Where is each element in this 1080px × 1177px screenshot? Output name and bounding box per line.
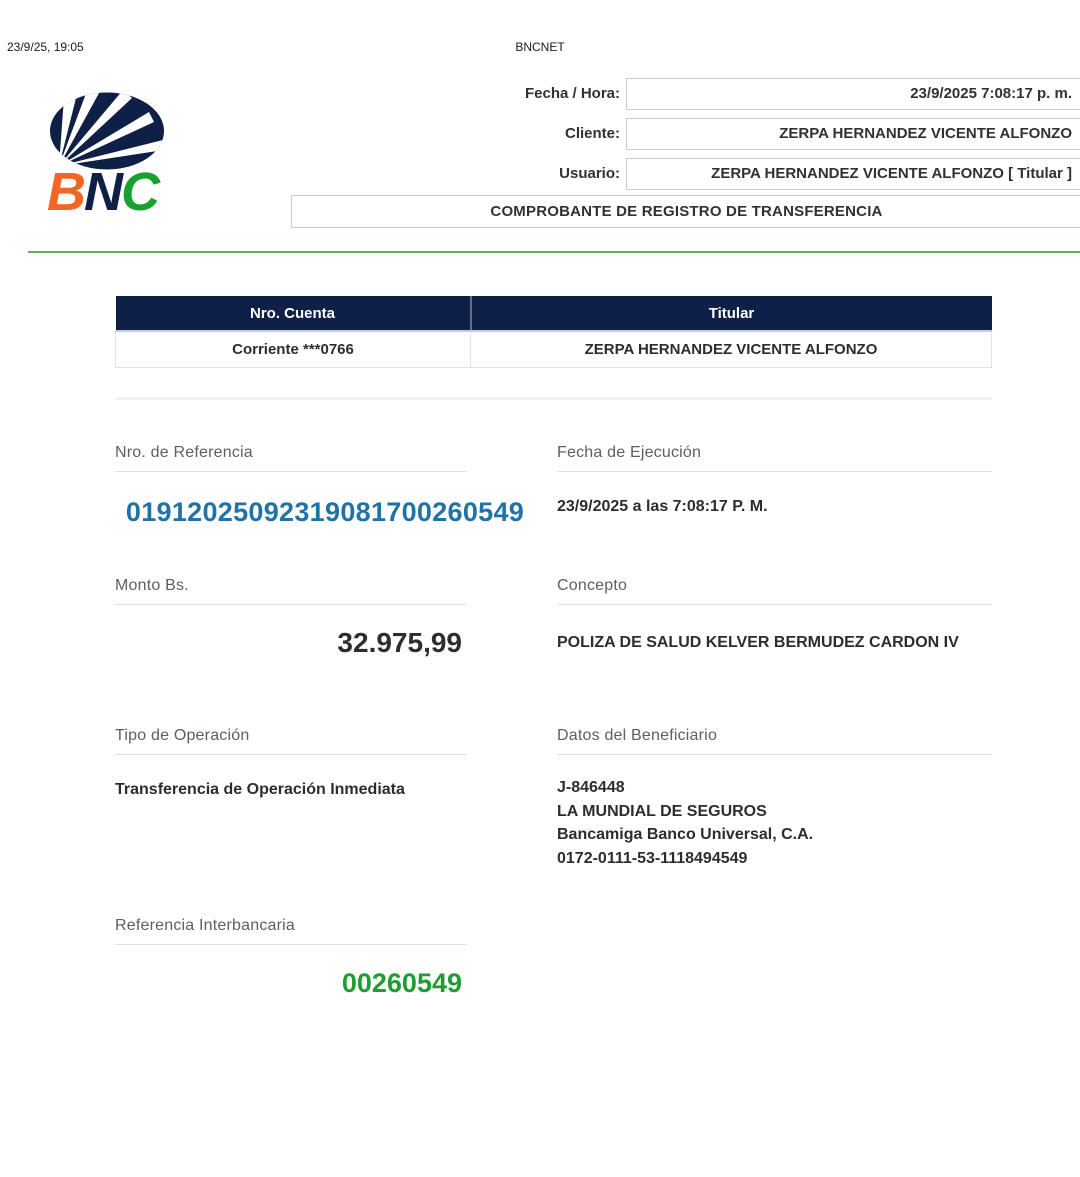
account-number-cell: Corriente ***0766 [116, 331, 471, 368]
bnc-logo-icon [45, 84, 173, 218]
field-row-cliente [450, 118, 1080, 150]
bnc-logo [45, 84, 173, 218]
beneficiary-name: LA MUNDIAL DE SEGUROS [557, 802, 767, 820]
account-table-row [116, 331, 992, 368]
green-divider [28, 251, 1080, 253]
usuario-value: ZERPA HERNANDEZ VICENTE ALFONZO [ Titular ] [626, 158, 1080, 190]
fecha-hora-label: Fecha / Hora: [524, 85, 620, 102]
fecha-hora-value: 23/9/2025 7:08:17 p. m. [626, 78, 1080, 110]
account-holder-cell: ZERPA HERNANDEZ VICENTE ALFONZO [471, 331, 992, 368]
interbank-reference-label: Referencia Interbancaria [115, 917, 467, 945]
concept-label: Concepto [557, 577, 992, 605]
beneficiary-details [557, 776, 813, 870]
reference-label: Nro. de Referencia [115, 444, 467, 472]
field-row-fecha-hora [450, 78, 1080, 110]
print-timestamp: 23/9/25, 19:05 [7, 40, 84, 54]
holder-column-header: Titular [471, 296, 992, 331]
logo-text: BNC [47, 162, 158, 218]
account-table-header-row [116, 296, 992, 331]
print-page-title: BNCNET [515, 40, 565, 54]
header-fields [450, 78, 1080, 198]
amount-label: Monto Bs. [115, 577, 467, 605]
beneficiary-account: 0172-0111-53-1118494549 [557, 849, 748, 867]
beneficiary-bank: Bancamiga Banco Universal, C.A. [557, 826, 814, 843]
document-title: COMPROBANTE DE REGISTRO DE TRANSFERENCIA [291, 195, 1080, 228]
cliente-value: ZERPA HERNANDEZ VICENTE ALFONZO [626, 118, 1080, 150]
usuario-label: Usuario: [559, 165, 620, 182]
reference-number: 01912025092319081700260549 [125, 497, 525, 527]
beneficiary-label: Datos del Beneficiario [557, 727, 992, 755]
execution-date-value: 23/9/2025 a las 7:08:17 P. M. [557, 498, 768, 515]
cliente-label: Cliente: [564, 125, 620, 142]
execution-date-label: Fecha de Ejecución [557, 444, 992, 472]
interbank-reference-value: 00260549 [341, 968, 462, 998]
concept-value: POLIZA DE SALUD KELVER BERMUDEZ CARDON IV [557, 634, 959, 651]
operation-type-value: Transferencia de Operación Inmediata [115, 781, 405, 798]
field-row-usuario [450, 158, 1080, 190]
account-table [115, 296, 992, 368]
amount-value: 32.975,99 [337, 627, 462, 658]
operation-type-label: Tipo de Operación [115, 727, 467, 755]
beneficiary-id: J-846448 [557, 779, 625, 796]
account-column-header: Nro. Cuenta [116, 296, 471, 331]
section-divider [115, 397, 992, 400]
